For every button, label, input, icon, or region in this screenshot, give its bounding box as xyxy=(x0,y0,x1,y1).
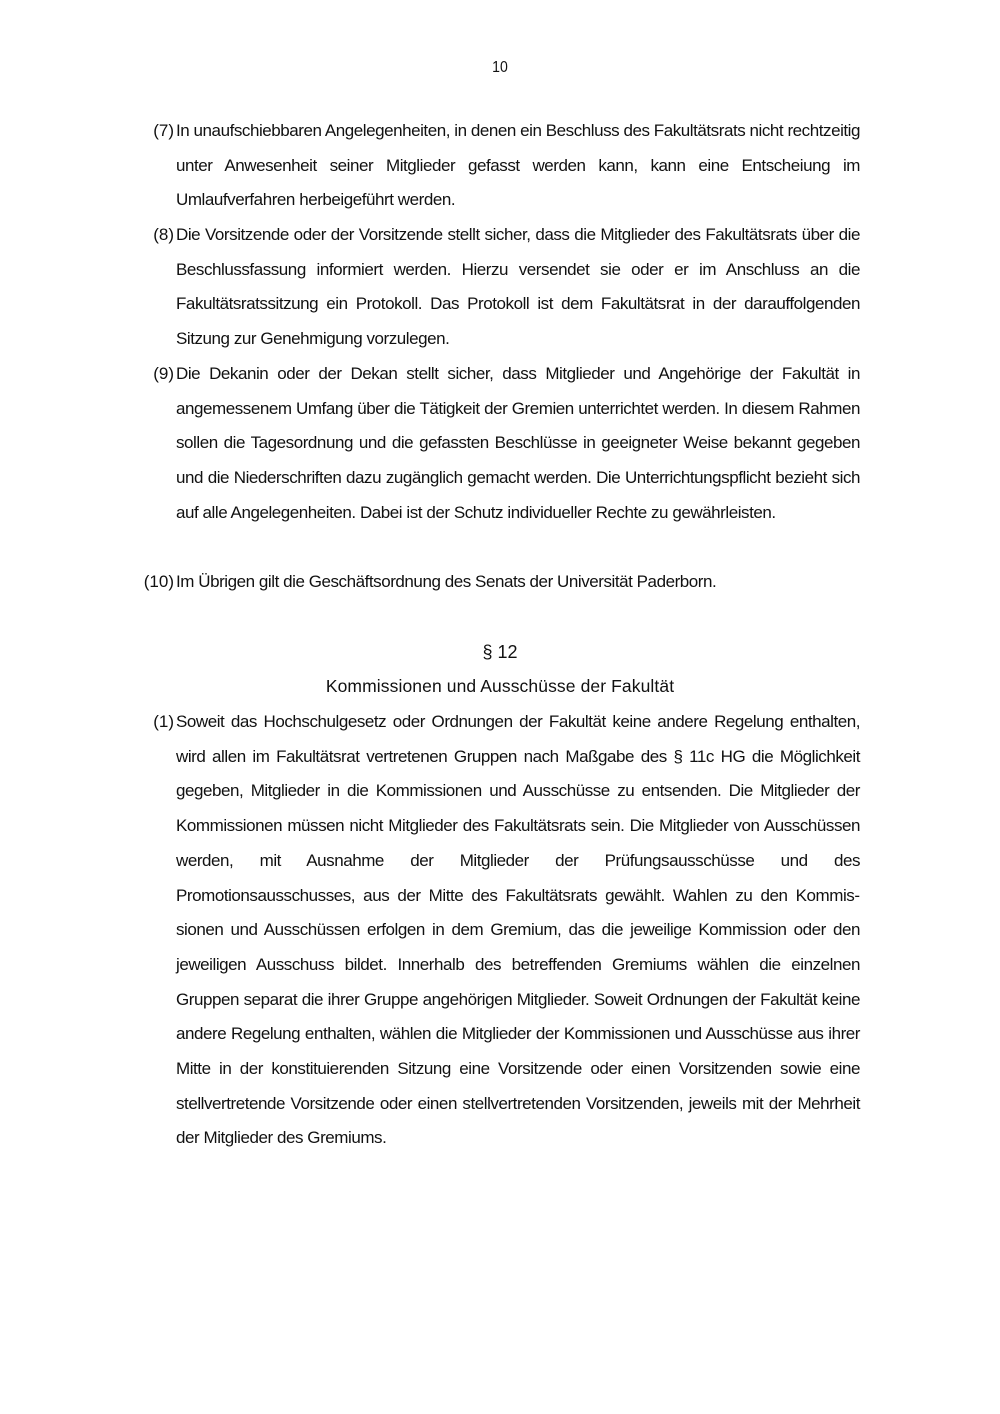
paragraph-text: In unaufschiebbaren Angelegenheiten, in denen ein Beschluss des Fakultätsrats nicht rechtzeitig unter Anwesenheit seiner Mitglieder gefasst werden kann, kann eine Entscheiung im Umlaufverfahren herbeigeführt werden. xyxy=(176,121,861,210)
paragraph-text: Soweit das Hochschulgesetz oder Ordnungen der Fakultät keine andere Regelung enthalten, wird allen im Fakultätsrat vertretenen Gruppen nach Maßgabe des § 11c HG die Möglichkeit gegeben, Mitglieder in die Kommissionen und Ausschüsse zu entsenden. Die Mitglieder der Kommissionen müssen nicht Mitglieder des Fakultätsrats sein. Die Mitglieder von Ausschüssen werden, mit Ausnahme der Mitglieder der Prüfungsausschüsse und des Promotionsausschusses, aus der Mitte des Fakultätsrats gewählt. Wahlen zu den Kommissionen und Ausschüssen erfolgen in dem Gremium, das die jeweilige Kommission oder den jeweiligen Ausschuss bildet. Innerhalb des betreffenden Gremiums wählen die einzelnen Gruppen separat die ihrer Gruppe angehörigen Mitglieder. Soweit Ordnungen der Fakultät keine andere Regelung enthalten, wählen die Mitglieder der Kommissionen und Ausschüsse aus ihrer Mitte in der konstituierenden Sitzung eine Vorsitzende oder einen Vorsitzenden sowie eine stellvertretende Vorsitzende oder einen stellvertretenden Vorsitzenden, jeweils mit der Mehrheit der Mitglieder des Gremiums. xyxy=(176,712,860,1148)
paragraph-number: (1) xyxy=(153,712,174,731)
paragraph-text: Die Dekanin oder der Dekan stellt sicher, dass Mitglieder und Angehörige der Fakultät in angemessenem Umfang über die Tätigkeit der Gremien unterrichtet werden. In diesem Rahmen sollen die Tagesordnung und die gefassten Beschlüsse in geeigneter Weise bekannt gegeben und die Niederschriften dazu zugänglich gemacht werden. Die Unterrichtungspflicht bezieht sich auf alle Angelegenheiten. Dabei ist der Schutz individueller Rechte zu gewährleisten. xyxy=(176,364,860,522)
paragraph-10 xyxy=(136,565,860,600)
section-number: § 12 xyxy=(482,642,518,662)
page-number: 10 xyxy=(492,59,508,76)
paragraph-text: Die Vorsitzende oder der Vorsitzende stellt sicher, dass die Mitglieder des Fakultätsrats über die Beschlussfassung informiert werden. Hierzu versendet sie oder er im Anschluss an die Fakultätsratssitzung ein Protokoll. Das Protokoll ist dem Fakultätsrat in der darauffolgenden Sitzung zur Genehmigung vorzulegen. xyxy=(176,225,860,349)
paragraph-8 xyxy=(136,218,860,357)
paragraph-number: (7) xyxy=(153,121,174,140)
paragraph-number: (9) xyxy=(153,364,174,383)
section-title: Kommissionen und Ausschüsse der Fakultät xyxy=(325,676,675,696)
paragraph-number: (8) xyxy=(153,225,174,244)
paragraph-7 xyxy=(136,114,860,218)
paragraph-number: (10) xyxy=(143,572,174,591)
paragraph-text: Im Übrigen gilt die Geschäftsordnung des Senats der Universität Paderborn. xyxy=(176,572,717,591)
paragraph-9 xyxy=(136,357,860,531)
section-12-paragraph-1 xyxy=(136,705,860,1156)
